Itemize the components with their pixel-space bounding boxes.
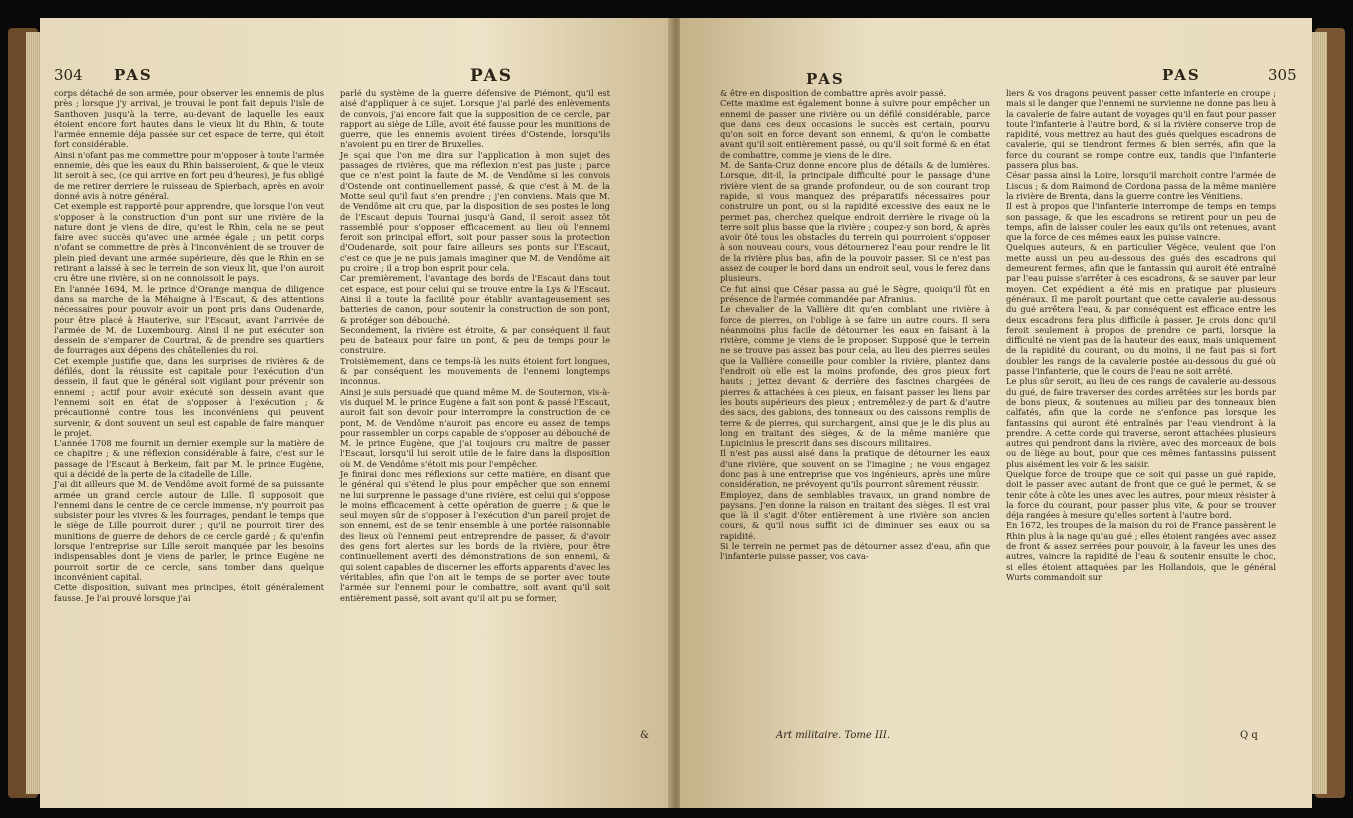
right-page-number: 305 [1268,66,1297,84]
right-page-column-1: & être en disposition de combattre après avoir passé. Cette maxime est également bonne à suivre pour empêcher un ennemi de passer une rivière ou un défilé considérable, parce que dans ces deux occasions le succès est certain, pourvu qu'on soit en force devant son ennemi, & qu'on le combatte avant qu'il soit entièrement passé, ou qu'il soit formé & en état de combattre, comme je viens de le dire. M. de Santa-Cruz donne encore plus de détails & de lumières. Lorsque, dit-il, la principale difficulté pour le passage d'une rivière vient de sa grande profondeur, ou de son courant trop rapide, si vous manquez des préparatifs nécessaires pour construire un pont, ou si la rapidité excessive des eaux ne le permet pas, cherchez quelque endroit derrière le rivage où la terre soit plus basse que la rivière ; coupez-y son bord, & après avoir ôté tous les obstacles du terrein qui pourroient s'opposer à son nouveau cours, vous détournerez l'eau pour rendre le lit de la rivière plus bas, afin de la pouvoir passer. Si ce n'est pas assez de couper le bord dans un endroit seul, vous le ferez dans plusieurs. Ce fut ainsi que César passa au gué le Sègre, quoiqu'il fût en présence de l'armée commandée par Afranius. Le chevalier de la Vallière dit qu'en comblant une rivière à force de pierres, on l'oblige à se faire un autre cours. Il sera néanmoins plus facile de détourner les eaux en faisant à la rivière, comme je viens de le proposer. Supposé que le terrein ne se trouve pas assez bas pour cela, au lieu des pierres seules que la Vallière conseille pour combler la rivière, plantez dans l'endroit où elle est la moins profonde, des gros pieux fort hauts ; jettez devant & derrière des fascines chargées de pierres & attachées à ces pieux, en faisant passer les liens par les bouts supérieurs des pieux ; entremêlez-y de part & d'autre des sacs, des gabions, des tonneaux ou des caissons remplis de terre & de pierres, qui surchargent, ainsi que je le dis plus au long en traitant des sièges, & de la même manière que Lupicinius le prescrit dans ses discours militaires. Il n'est pas aussi aisé dans la pratique de détourner les eaux d'une rivière, que souvent on se l'imagine ; ne vous engagez donc pas à une entreprise que vos ingénieurs, après une mûre considération, ne prévoyent qu'ils pourront sûrement réussir. Employez, dans de semblables travaux, un grand nombre de paysans. J'en donne la raison en traitant des sièges. Il est vrai que là il s'agit d'ôter entièrement à une rivière son ancien cours, & qu'il nous suffit ici de diminuer ses eaux ou sa rapidité. Si le terrein ne permet pas de détourner assez d'eau, afin que l'infanterie puisse passer, vos cava- [720,88,990,562]
right-running-head-right: PAS [1162,66,1201,84]
right-signature-mark: Q q [1240,730,1258,741]
right-page [680,18,1312,808]
left-page-columns [54,88,610,603]
right-running-head-left: PAS [806,70,845,88]
right-page-column-2: liers & vos dragons peuvent passer cette infanterie en croupe ; mais si le danger que l'ennemi ne survienne ne donne pas lieu à la cavalerie de faire autant de voyages qu'il en faut pour passer toute l'infanterie à l'autre bord, & si la rivière conserve trop de rapidité, vous mettrez au haut des gués quelques escadrons de cavalerie, qui se tiendront fermes & bien serrés, afin que la force du courant se rompe contre eux, tandis que l'infanterie passera plus bas. César passa ainsi la Loire, lorsqu'il marchoit contre l'armée de Liscus ; & dom Raimond de Cordona passa de la même manière la rivière de Brenta, dans la guerre contre les Vénitiens. Il est à propos que l'infanterie interrompe de temps en temps son passage, & que les escadrons se retirent pour un peu de temps, afin de laisser couler les eaux qu'ils ont retenues, avant que la force de ces mêmes eaux les puisse vaincre. Quelques auteurs, & en particulier Végèce, veulent que l'on mette aussi un peu au-dessous des gués des escadrons qui demeurent fermes, afin que le fantassin qui auroit été entraîné par l'eau puisse s'arrêter à ces escadrons, & se sauver par leur moyen. Cet expédient a été mis en pratique par plusieurs généraux. Il me paroît pourtant que cette cavalerie au-dessous du gué arrêtera l'eau, & par conséquent est efficace entre les deux escadrons fera plus difficile à passer. Je crois donc qu'il feroit seulement à propos de prendre ce parti, lorsque la difficulté ne vient pas de la hauteur des eaux, mais uniquement de la rapidité du courant, ou du moins, il ne faut pas si fort doubler les rangs de la cavalerie postée au-dessous du gué où passe l'infanterie, que le cours de l'eau ne soit arrêté. Le plus sûr seroit, au lieu de ces rangs de cavalerie au-dessous du gué, de faire traverser des cordes arrêtées sur les bords par de bons pieux, & soutenues au milieu par des tonneaux bien calfatés, afin que la corde ne s'enfonce pas lorsque les fantassins qui auront été entraînés par l'eau viendront à la prendre. A cette corde qui traverse, seront attachées plusieurs autres qui pendront dans la rivière, avec des morceaux de bois ou de liège au bout, pour que ces mêmes fantassins puissent plus aisément les voir & les saisir. Quelque force de troupe que ce soit qui passe un gué rapide, doit le passer avec autant de front que ce gué le permet, & se tenir côte à côte les unes avec les autres, pour mieux résister à la force du courant, pour passer plus vite, & pour se trouver déja rangées à mesure qu'elles sortent à l'autre bord. En 1672, les troupes de la maison du roi de France passèrent le Rhin plus à la nage qu'au gué ; elles étoient rangées avec assez de front & assez serrées pour pouvoir, à la faveur les unes des autres, vaincre la rapidité de l'eau & soutenir ensuite le choc, si elles étoient attaquées par les Hollandois, que le général Wurts commandoit sur [1006,88,1277,582]
right-page-columns [720,88,1276,582]
left-running-head: PAS [114,66,153,84]
right-signature-title: Art militaire. Tome III. [776,730,891,741]
left-page-column-2: parlé du système de la guerre défensive de Piémont, qu'il est aisé d'appliquer à ce sujet. Lorsque j'ai parlé des enlèvements de convois, j'ai encore fait que la supposition de ce cercle, par rapport au siège de Lille, avoit été fausse pour les munitions de guerre, que les ennemis avoient tirées d'Ostende, lorsqu'ils n'avoient pu en tirer de Bruxelles. Je sçai que l'on me dira sur l'application à mon sujet des passages de rivières, que ma réflexion n'est pas juste ; parce que ce n'est point la faute de M. de Vendôme si les convois d'Ostende ont continuellement passé, & que c'est à M. de la Motte seul qu'il faut s'en prendre ; j'en conviens. Mais que M. de Vendôme ait cru que, par la disposition de ses postes le long de l'Escaut depuis Tournai jusqu'à Gand, il seroit assez tôt rassemblé pour s'opposer efficacement au lieu où l'ennemi feroit son principal effort, soit pour passer sous la protection d'Oudenarde, soit pour faire ailleurs ses ponts sur l'Escaut, c'est ce que je ne puis jamais imaginer que M. de Vendôme ait pu croire ; il a trop bon esprit pour cela. Car premièrement, l'avantage des bords de l'Escaut dans tout cet espace, est pour celui qui se trouve entre la Lys & l'Escaut. Ainsi il a toute la facilité pour établir avantageusement ses batteries de canon, pour soutenir la construction de son pont, & protéger son débouché. Secondement, la rivière est étroite, & par conséquent il faut peu de bateaux pour faire un pont, & peu de temps pour le construire. Troisièmement, dans ce temps-là les nuits étoient fort longues, & par conséquent les mouvements de l'ennemi longtemps inconnus. Ainsi je suis persuadé que quand même M. de Souternon, vis-à-vis duquel M. le prince Eugène a fait son pont & passé l'Escaut, auroit fait son devoir pour interrompre la construction de ce pont, M. de Vendôme n'auroit pas encore eu assez de temps pour rassembler un corps capable de s'opposer au débouché de M. le prince Eugène, que j'ai toujours cru maître de passer l'Escaut, lorsqu'il lui seroit utile de le faire dans la disposition où M. de Vendôme s'étoit mis pour l'empêcher. Je finirai donc mes réflexions sur cette matière, en disant que le général qui s'étend le plus pour empêcher que son ennemi ne lui surprenne le passage d'une rivière, est celui qui s'oppose le moins efficacement à cette opération de guerre ; & que le seul moyen sûr de s'opposer à l'exécution d'un pareil projet de son ennemi, est de se tenir ensemble à une portée raisonnable des lieux où l'ennemi peut entreprendre de passer, & d'avoir des gens fort alertes sur les bords de la rivière, pour être continuellement averti des démonstrations de son ennemi, & qui soient capables de discerner les efforts apparents d'avec les véritables, afin que l'on ait le temps de se porter avec toute l'armée sur l'ennemi pour le combattre, soit avant qu'il soit entièrement passé, soit avant qu'il ait pu se former, [340,88,610,603]
page-edges-right [1311,32,1327,794]
left-page-column-1: corps détaché de son armée, pour observer les ennemis de plus près ; lorsque j'y arrivai, je trouvai le pont fait depuis l'isle de Santhoven jusqu'à la terre, au-devant de laquelle les eaux étoient encore fort hautes dans le vieux lit du Rhin, & toute l'armée ennemie déja passée sur cet espace de terre, qui étoit fort considérable. Ainsi n'ofant pas me commettre pour m'opposer à toute l'armée ennemie, dès que les eaux du Rhin baisseroient, & que le vieux lit seroit à sec, (ce qui arrive en fort peu d'heures), je fus obligé de me retirer derriere le ruisseau de Spierbach, après en avoir donné avis à notre général. Cet exemple est rapporté pour apprendre, que lorsque l'on veut s'opposer à la construction d'un pont sur une rivière de la nature dont je viens de dire, qu'est le Rhin, cela ne se peut faire avec succès qu'avec une armée égale ; un petit corps n'ofant se commettre de près à l'inconvénient de se trouver de plein pied devant une armée supérieure, dès que le Rhin en se retirant a laissé à sec le terrein de son vieux lit, que l'on auroit cru être une rivière, si on ne connoissoit le pays. En l'année 1694, M. le prince d'Orange manqua de diligence dans sa marche de la Méhaigne à l'Escaut, & des attentions nécessaires pour pouvoir avoir un pont pris dans Oudenarde, pour être placé à Hauterive, sur l'Escaut, avant l'arrivée de l'armée de M. de Luxembourg. Ainsi il ne put exécuter son dessein de s'emparer de Courtrai, & de prendre ses quartiers de fourrages aux dépens des châtellenies du roi. Cet exemple justifie que, dans les surprises de rivières & de défilés, dont la réussite est capitale pour l'exécution d'un dessein, il faut que le général soit vigilant pour prévenir son ennemi ; actif pour avoir exécuté son dessein avant que l'ennemi soit en état de s'opposer à l'exécution ; & précautionné contre tous les inconvéniens qui peuvent survenir, & dont souvent un seul est capable de faire manquer le projet. L'année 1708 me fournit un dernier exemple sur la matière de ce chapitre ; & une réflexion considérable à faire, c'est sur le passage de l'Escaut à Berkeim, fait par M. le prince Eugène, qui a décidé de la perte de la citadelle de Lille. J'ai dit ailleurs que M. de Vendôme avoit formé de sa puissante armée un grand cercle autour de Lille. Il supposoit que l'ennemi dans le centre de ce cercle immense, n'y pourroit pas subsister pour les vivres & les fourrages, pendant le temps que le siège de Lille pourroit durer ; qu'il ne pourroit tirer des munitions de guerre de dehors de ce cercle gardé ; & qu'enfin lorsque l'entreprise sur Lille seroit manquée par les besoins indispensables dont je viens de parler, le prince Eugène ne pourroit sortir de ce cercle, sans tomber dans quelque inconvénient capital. Cette disposition, suivant mes principes, étoit généralement fausse. Je l'ai prouvé lorsque j'ai [54,88,324,603]
open-book [8,10,1345,810]
left-catchword: & [640,730,649,741]
left-page-number: 304 [54,66,83,84]
left-page [40,18,672,808]
left-running-head-center: PAS [470,66,514,86]
